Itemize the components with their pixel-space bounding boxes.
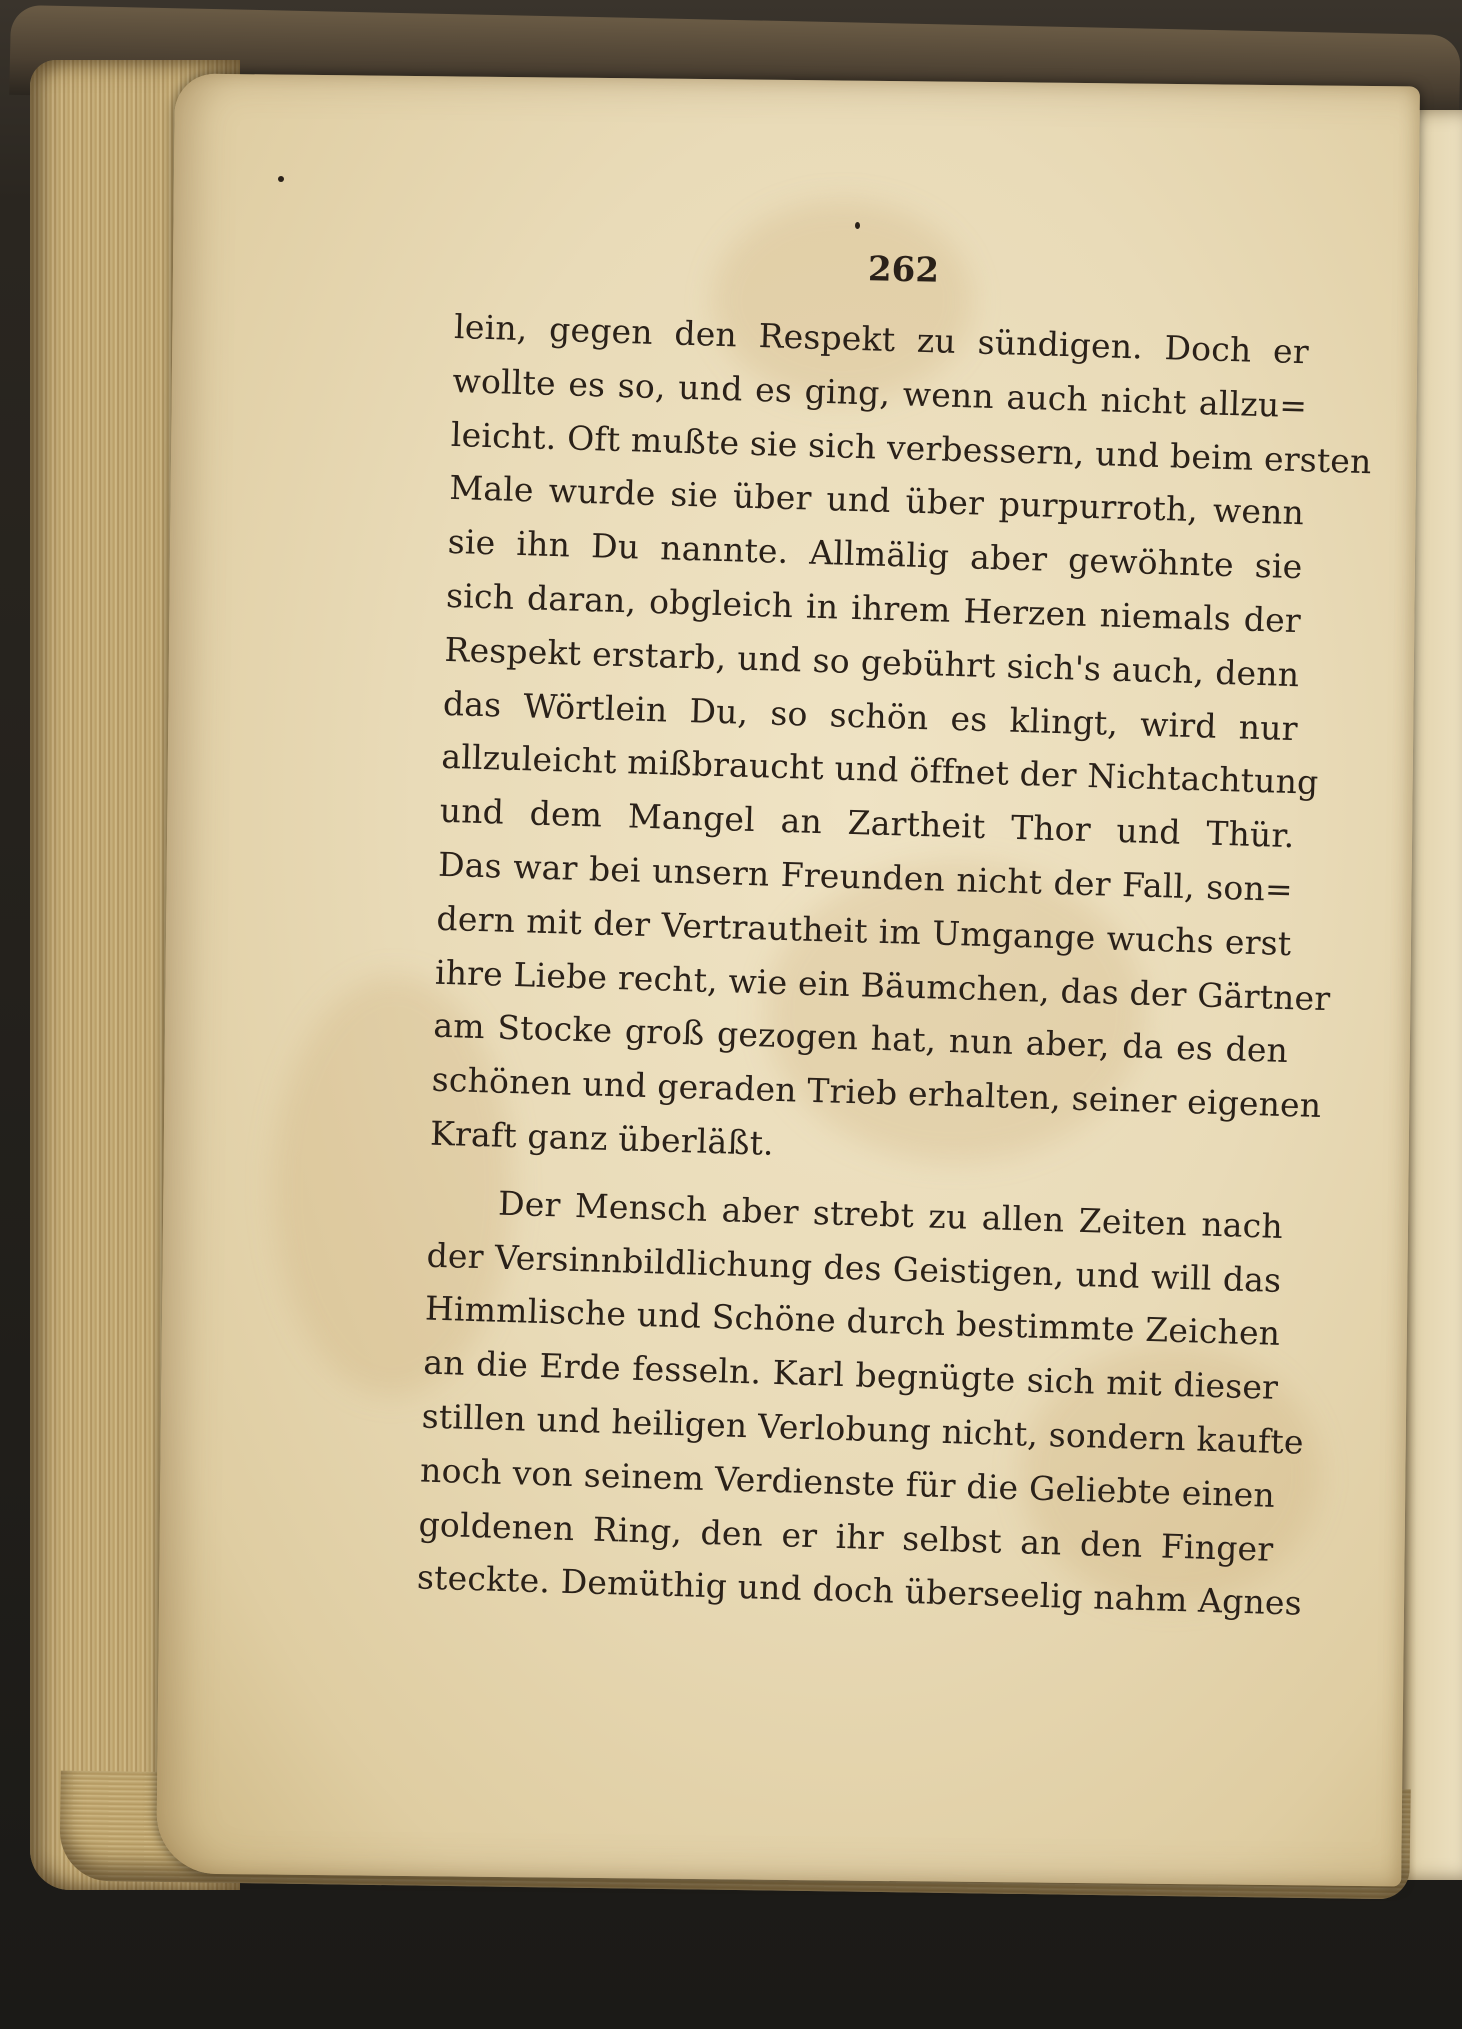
text-line: Der Mensch aber strebt zu allen Zeiten nach bbox=[497, 1183, 1284, 1246]
paragraph bbox=[429, 300, 1373, 1186]
text-line: Das war bei unsern Freunden nicht der Fall, son= bbox=[437, 844, 1294, 910]
text-line: Kraft ganz überläßt. bbox=[429, 1113, 775, 1163]
body-text bbox=[416, 300, 1373, 1630]
text-line: und dem Mangel an Zartheit Thor und Thür. bbox=[439, 790, 1296, 856]
text-line: wollte es so, und es ging, wenn auch nicht allzu= bbox=[452, 360, 1308, 426]
text-line: sie ihn Du nannte. Allmälig aber gewöhnte sie bbox=[447, 522, 1304, 587]
text-line: steckte. Demüthig und doch überseelig nahm Agnes bbox=[416, 1557, 1303, 1624]
text-line: an die Erde fesseln. Karl begnügte sich mit dieser bbox=[422, 1342, 1279, 1408]
text-line: noch von seinem Verdienste für die Geliebte einen bbox=[419, 1450, 1276, 1515]
text-line: goldenen Ring, den er ihr selbst an den Finger bbox=[418, 1504, 1274, 1569]
text-line: lein, gegen den Respekt zu sündigen. Doch er bbox=[453, 306, 1310, 372]
text-line: das Wörtlein Du, so schön es klingt, wird nur bbox=[442, 683, 1299, 748]
text-line: sich daran, obgleich in ihrem Herzen niemals der bbox=[445, 575, 1302, 641]
text-line: Himmlische und Schöne durch bestimmte Zeichen bbox=[424, 1288, 1281, 1354]
page-number: 262 bbox=[867, 249, 940, 291]
text-line: am Stocke groß gezogen hat, nun aber, da es den bbox=[432, 1006, 1289, 1071]
ink-speck bbox=[855, 222, 860, 229]
text-line: leicht. Oft mußte sie sich verbessern, und beim ersten bbox=[450, 414, 1373, 481]
text-line: allzuleicht mißbraucht und öffnet der Nichtachtung bbox=[440, 737, 1319, 803]
text-line: stillen und heiligen Verlobung nicht, sondern kaufte bbox=[421, 1396, 1305, 1462]
paragraph bbox=[416, 1174, 1305, 1630]
text-line: der Versinnbildlichung des Geistigen, und will das bbox=[426, 1235, 1282, 1300]
text-line: ihre Liebe recht, wie ein Bäumchen, das der Gärtner bbox=[434, 952, 1331, 1018]
ink-speck bbox=[278, 176, 284, 182]
text-line: dern mit der Vertrautheit im Umgange wuchs erst bbox=[436, 898, 1292, 963]
text-line: schönen und geraden Trieb erhalten, seiner eigenen bbox=[431, 1059, 1322, 1126]
text-line: Male wurde sie über und über purpurroth, wenn bbox=[448, 468, 1305, 533]
text-line: Respekt erstarb, und so gebührt sich's auch, denn bbox=[444, 629, 1300, 694]
